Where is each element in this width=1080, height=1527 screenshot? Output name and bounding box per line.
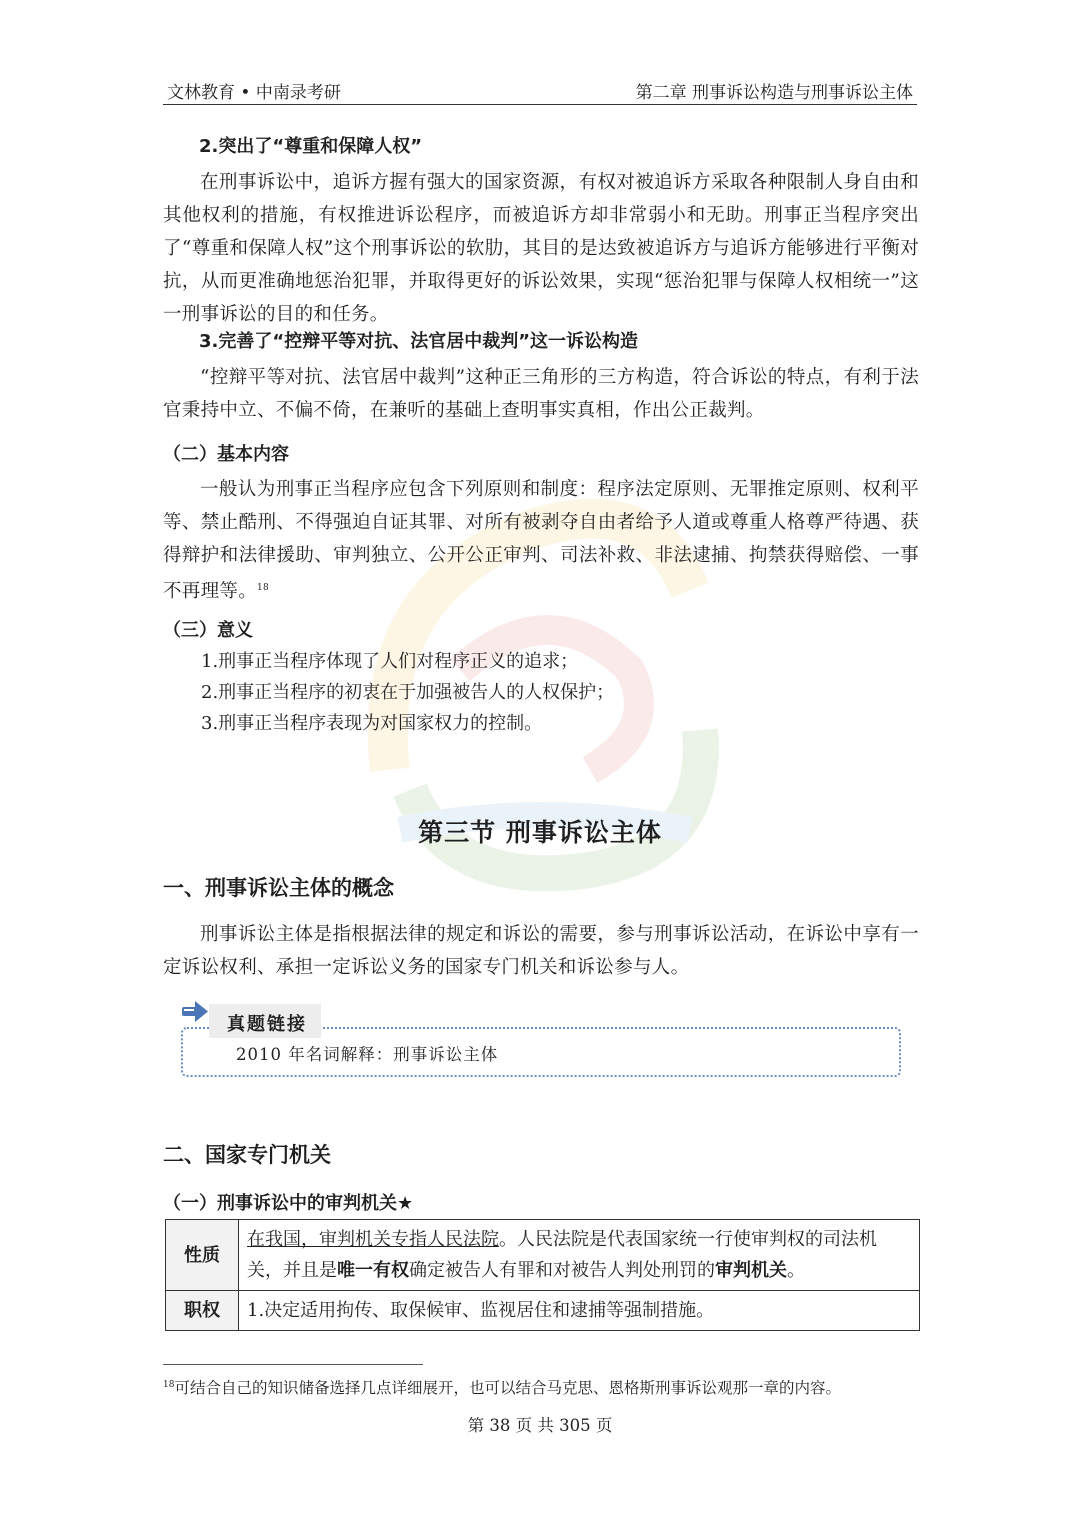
header-right: 第二章 刑事诉讼构造与刑事诉讼主体 <box>635 83 913 103</box>
table-key: 职权 <box>166 1291 239 1331</box>
page-number: 第 38 页 共 305 页 <box>467 1416 613 1435</box>
footnote-ref[interactable]: 18 <box>257 583 270 593</box>
footnote: $^{18}$可结合自己的知识储备选择几点详细展开，也可以结合马克思、恩格斯刑事诉讼观那一章的内容。 <box>163 1379 841 1397</box>
table-key: 性质 <box>166 1220 239 1291</box>
meaning-title: （三）意义 <box>163 620 253 641</box>
point-2 <box>163 132 919 331</box>
meaning-item: 1.刑事正当程序体现了人们对程序正义的追求； <box>201 651 579 672</box>
point-2-title: 2.突出了“尊重和保障人权” <box>199 136 423 157</box>
table-value: 在我国，审判机关专指人民法院。人民法院是代表国家统一行使审判权的司法机关，并且是唯一有权确定被告人有罪和对被告人判处刑罚的审判机关。 <box>239 1220 920 1291</box>
section-title: 第三节 刑事诉讼主体 <box>418 818 662 847</box>
concept-body: 刑事诉讼主体是指根据法律的规定和诉讼的需要，参与刑事诉讼活动，在诉讼中享有一定诉讼权利、承担一定诉讼义务的国家专门机关和诉讼参与人。 <box>163 924 919 978</box>
court-table <box>165 1219 920 1331</box>
meaning <box>163 616 919 739</box>
organs-subtitle: （一）刑事诉讼中的审判机关★ <box>163 1193 414 1214</box>
point-2-body: 在刑事诉讼中，追诉方握有强大的国家资源，有权对被追诉方采取各种限制人身自由和其他权利的措施，有权推进诉讼程序，而被追诉方却非常弱小和无助。刑事正当程序突出了“尊重和保障人权”这个刑事诉讼的软肋，其目的是达致被追诉方与追诉方能够进行平衡对抗，从而更准确地惩治犯罪，并取得更好的诉讼效果，实现“惩治犯罪与保障人权相统一”这一刑事诉讼的目的和任务。 <box>163 172 919 325</box>
basic-content-body: 一般认为刑事正当程序应包含下列原则和制度：程序法定原则、无罪推定原则、权利平等、禁止酷刑、不得强迫自证其罪、对所有被剥夺自由者给予人道或尊重人格尊严待遇、获得辩护和法律援助、审判独立、公开公正审判、司法补救、非法逮捕、拘禁获得赔偿、一事不再理等。$^{18}$ <box>163 479 919 603</box>
organs-title: 二、国家专门机关 <box>163 1143 331 1167</box>
table-row <box>166 1220 920 1291</box>
page-header <box>163 74 917 105</box>
point-3-body: “控辩平等对抗、法官居中裁判”这种正三角形的三方构造，符合诉讼的特点，有利于法官秉持中立、不偏不倚，在兼听的基础上查明事实真相，作出公正裁判。 <box>163 367 919 421</box>
point-3-title: 3.完善了“控辩平等对抗、法官居中裁判”这一诉讼构造 <box>199 331 639 352</box>
header-left: 文林教育 • 中南录考研 <box>167 83 341 103</box>
table-row <box>166 1291 920 1331</box>
table-value: 1.决定适用拘传、取保候审、监视居住和逮捕等强制措施。 <box>239 1291 920 1331</box>
meaning-item: 2.刑事正当程序的初衷在于加强被告人的人权保护； <box>201 682 615 703</box>
organs <box>163 1139 919 1215</box>
meaning-item: 3.刑事正当程序表现为对国家权力的控制。 <box>201 713 543 734</box>
point-3 <box>163 327 919 427</box>
concept-title: 一、刑事诉讼主体的概念 <box>163 876 394 900</box>
link-arrow-icon <box>181 998 209 1024</box>
exam-link-label: 真题链接 <box>209 1004 321 1038</box>
basic-content <box>163 440 919 608</box>
footnote-divider <box>163 1364 423 1365</box>
basic-content-title: （二）基本内容 <box>163 444 289 465</box>
concept <box>163 872 919 984</box>
exam-link-text[interactable]: 2010 年名词解释：刑事诉讼主体 <box>236 1045 499 1064</box>
